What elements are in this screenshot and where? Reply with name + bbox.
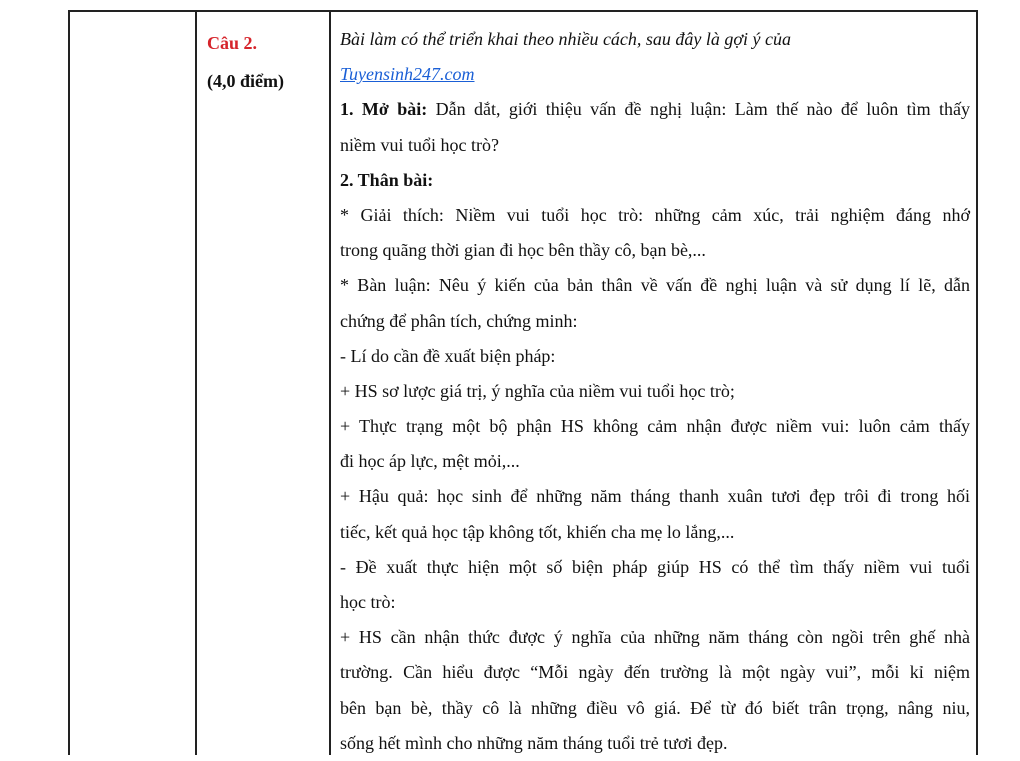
table-border-col2 [329,10,331,755]
body-line: + HS cần nhận thức được ý nghĩa của những năm tháng còn ngồi trên ghế nhà [340,627,970,648]
body-line: + HS sơ lược giá trị, ý nghĩa của niềm vui tuổi học trò; [340,380,735,401]
question-title: Câu 2. [207,33,258,53]
body-line: - Lí do cần đề xuất biện pháp: [340,345,556,366]
body-line: sống hết mình cho những năm tháng tuổi trẻ tươi đẹp. [340,732,728,753]
body-line: + Hậu quả: học sinh để những năm tháng thanh xuân tươi đẹp trôi đi trong hối [340,486,970,507]
body-line: tiếc, kết quả học tập không tốt, khiến cha mẹ lo lắng,... [340,521,735,542]
body-line: * Bàn luận: Nêu ý kiến của bản thân về vấn đề nghị luận và sử dụng lí lẽ, dẫn [340,275,970,296]
body-line: * Giải thích: Niềm vui tuổi học trò: những cảm xúc, trải nghiệm đáng nhớ [340,204,970,225]
question-cell [207,24,284,100]
table-border-right [976,10,978,755]
body-line: trường. Cần hiểu được “Mỗi ngày đến trường là một ngày vui”, mỗi kỉ niệm [340,662,970,683]
intro-text: Bài làm có thể triển khai theo nhiều cách, sau đây là gợi ý của [340,29,792,49]
body-line: + Thực trạng một bộ phận HS không cảm nhận được niềm vui: luôn cảm thấy [340,416,970,437]
tuyensinh-link[interactable]: Tuyensinh247.com [340,64,475,85]
body-line: - Đề xuất thực hiện một số biện pháp giúp HS có thể tìm thấy niềm vui tuổi [340,556,970,577]
body-line: bên bạn bè, thầy cô là những điều vô giá. Để từ đó biết trân trọng, nâng niu, [340,697,970,718]
than-bai-label: 2. Thân bài: [340,169,434,190]
table-top-border [68,10,977,12]
table-border-col1 [195,10,197,755]
answer-cell [340,22,970,761]
mo-bai-text: Dẫn dắt, giới thiệu vấn đề nghị luận: Làm thế nào để luôn tìm thấy [427,99,970,120]
body-line: chứng để phân tích, chứng minh: [340,310,578,331]
body-line: học trò: [340,592,396,612]
body-line: trong quãng thời gian đi học bên thầy cô, bạn bè,... [340,240,706,261]
mo-bai-text-2: niềm vui tuổi học trò? [340,134,499,155]
body-line: đi học áp lực, mệt mỏi,... [340,451,520,472]
mo-bai-line [340,92,970,127]
question-points: (4,0 điểm) [207,71,284,91]
mo-bai-label: 1. Mở bài: [340,99,428,120]
table-border-left [68,10,70,755]
